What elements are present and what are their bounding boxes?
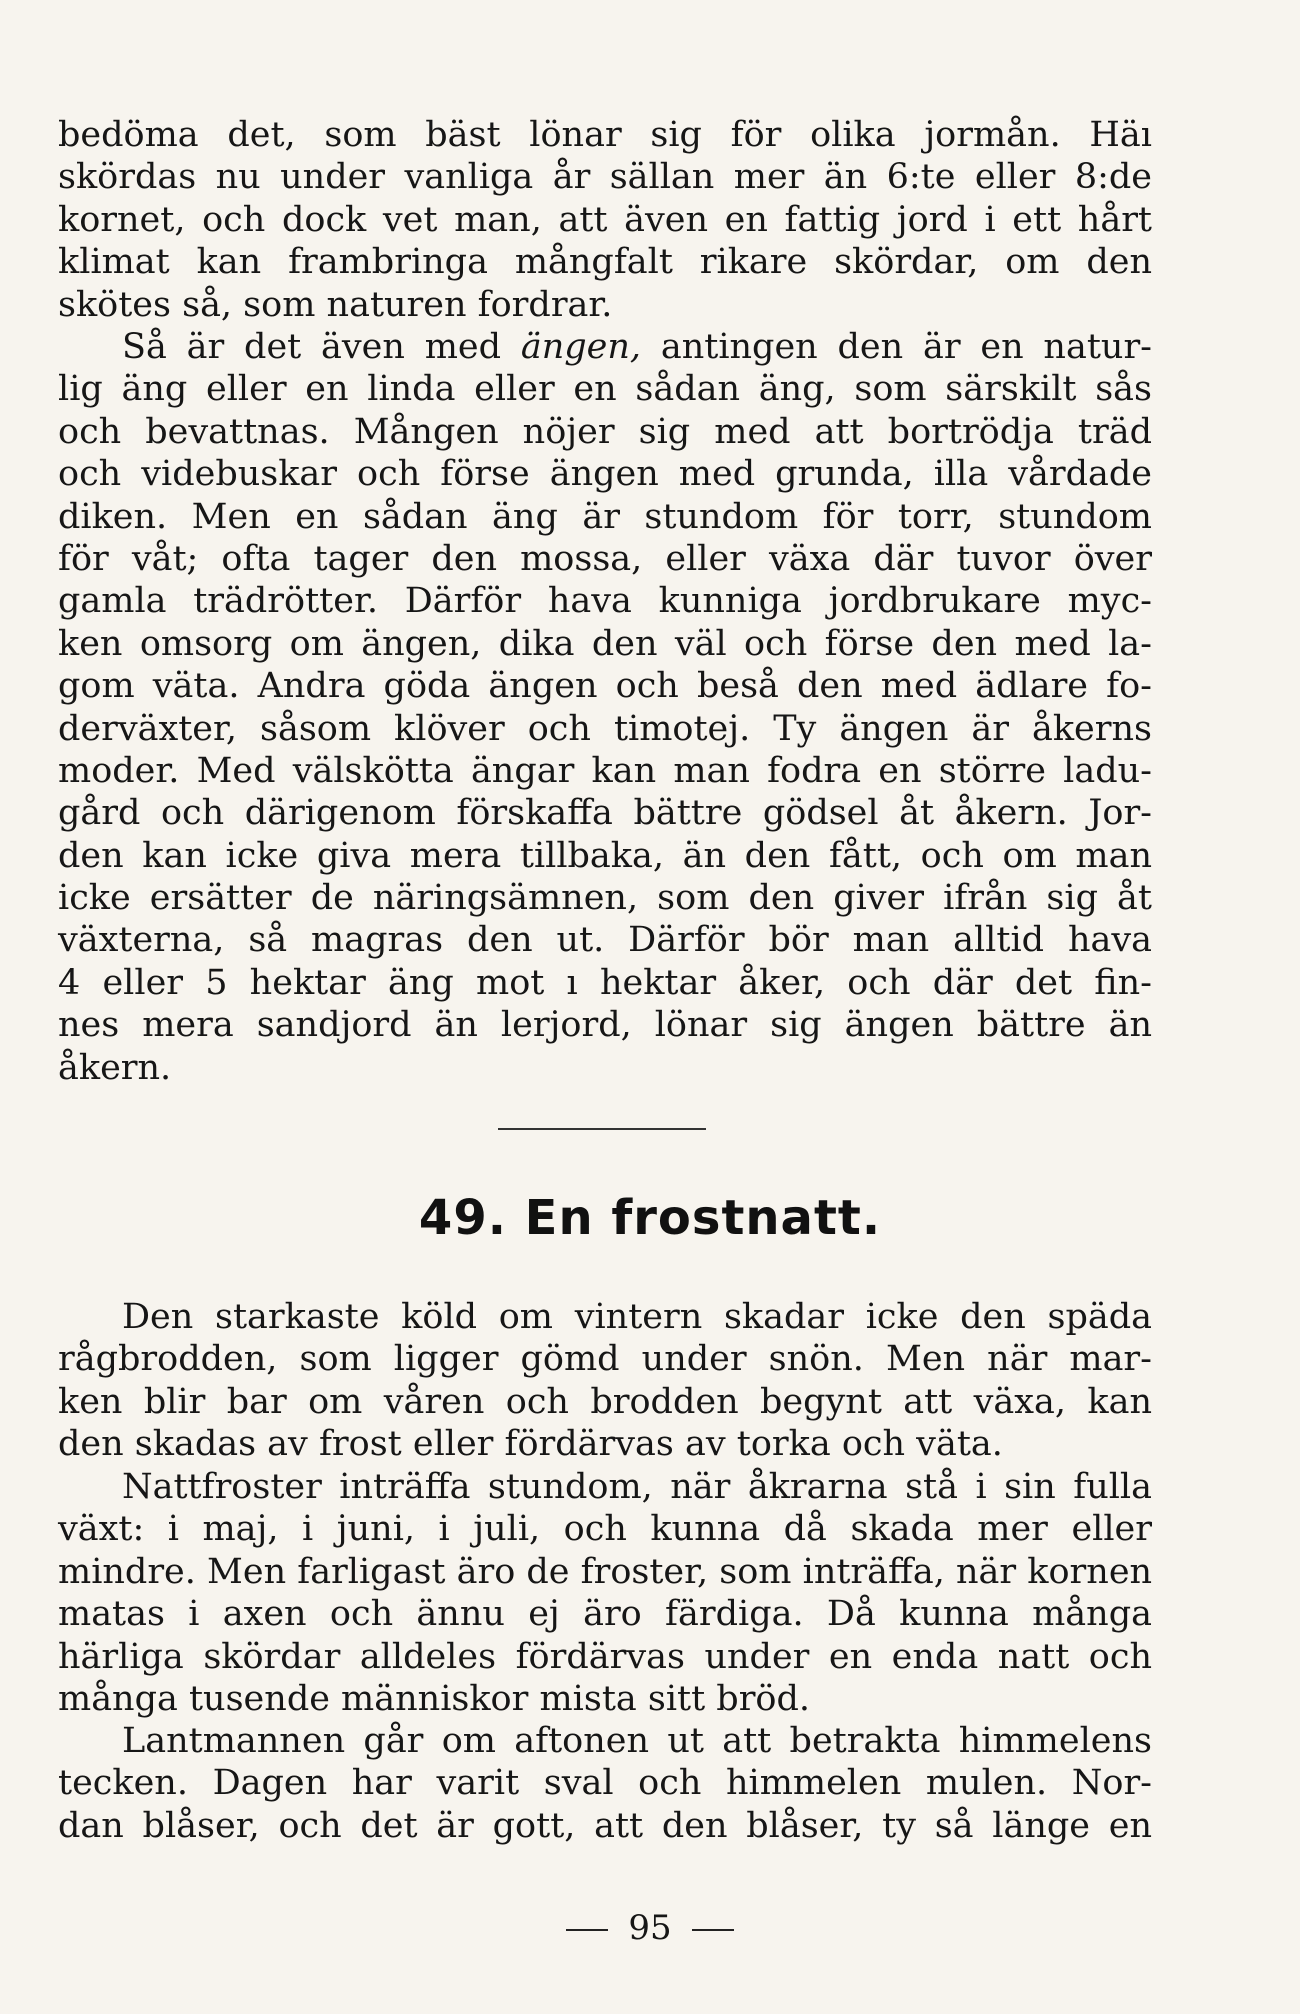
- folio-dash: [566, 1929, 608, 1931]
- paragraph-nightfrost: [58, 1466, 1152, 1720]
- text-line: lig äng eller en linda eller en sådan äng, som särskilt sås: [58, 369, 1152, 410]
- text-line: härliga skördar alldeles fördärvas under en enda natt och: [58, 1636, 1152, 1677]
- text-line: icke ersätter de näringsämnen, som den giver ifrån sig åt: [58, 878, 1152, 919]
- section-divider: [498, 1128, 706, 1130]
- text-line: och bevattnas. Mången nöjer sig med att bortrödja träd: [58, 411, 1152, 452]
- text-line: tecken. Dagen har varit sval och himmelen mulen. Nor-: [58, 1763, 1152, 1804]
- page-number-value: 95: [628, 1908, 672, 1948]
- text-line: Lantmannen går om aftonen ut att betrakta himmelens: [122, 1721, 1152, 1761]
- text-run: Så är det även med: [122, 327, 521, 367]
- page-number: [0, 1908, 1300, 1948]
- text-line: klimat kan frambringa mångfalt rikare skördar, om den: [58, 242, 1152, 283]
- paragraph-meadow: [58, 326, 1152, 1089]
- text-line: gom väta. Andra göda ängen och beså den med ädlare fo-: [58, 666, 1152, 707]
- text-line: moder. Med välskötta ängar kan man fodra en större ladu-: [58, 750, 1152, 791]
- folio-dash: [692, 1929, 734, 1931]
- text-line: den kan icke giva mera tillbaka, än den fått, och om man: [58, 835, 1152, 876]
- text-line: ken omsorg om ängen, dika den väl och förse den med la-: [58, 623, 1152, 664]
- section-heading: 49. En frostnatt.: [418, 1190, 882, 1246]
- paragraph-continuation: [58, 114, 1152, 326]
- text-line: för våt; ofta tager den mossa, eller växa där tuvor över: [58, 538, 1152, 579]
- text-line: derväxter, såsom klöver och timotej. Ty ängen är åkerns: [58, 708, 1152, 749]
- text-line: växterna, så magras den ut. Därför bör man alltid hava: [58, 920, 1152, 961]
- text-line: dan blåser, och det är gott, att den blåser, ty så länge en: [58, 1805, 1152, 1846]
- text-line: växt: i maj, i juni, i juli, och kunna då skada mer eller: [58, 1509, 1152, 1550]
- text-line: och videbuskar och förse ängen med grunda, illa vårdade: [58, 454, 1152, 495]
- paragraph-farmer: [58, 1720, 1152, 1847]
- text-line: den skadas av frost eller fördärvas av torka och väta.: [58, 1424, 1003, 1465]
- text-line: många tusende människor mista sitt bröd.: [58, 1678, 811, 1719]
- text-line: kornet, och dock vet man, att även en fattig jord i ett hårt: [58, 199, 1152, 240]
- text-line: gamla trädrötter. Därför hava kunniga jordbrukare myc-: [58, 581, 1152, 622]
- text-line: skördas nu under vanliga år sällan mer än 6:te eller 8:de: [58, 157, 1152, 198]
- text-line: åkern.: [58, 1047, 172, 1088]
- text-line: ken blir bar om våren och brodden begynt att växa, kan: [58, 1381, 1152, 1422]
- text-run: antingen den är en natur-: [641, 327, 1153, 367]
- text-line: diken. Men en sådan äng är stundom för torr, stundom: [58, 496, 1152, 537]
- text-line: gård och därigenom förskaffa bättre gödsel åt åkern. Jor-: [58, 793, 1152, 834]
- text-line: bedöma det, som bäst lönar sig för olika jormån. Häı: [58, 115, 1152, 155]
- paragraph-frost-intro: [58, 1296, 1152, 1466]
- text-line: mindre. Men farligast äro de froster, som inträffa, när kornen: [58, 1551, 1153, 1592]
- text-line: rågbrodden, som ligger gömd under snön. Men när mar-: [58, 1339, 1152, 1380]
- text-line: 4 eller 5 hektar äng mot ı hektar åker, och där det fin-: [58, 962, 1152, 1003]
- text-line: nes mera sandjord än lerjord, lönar sig ängen bättre än: [58, 1005, 1152, 1046]
- emphasized-word: ängen,: [520, 327, 642, 367]
- text-line: Den starkaste köld om vintern skadar icke den späda: [122, 1297, 1152, 1337]
- text-line: [58, 326, 1152, 368]
- text-line: matas i axen och ännu ej äro färdiga. Då kunna många: [58, 1594, 1152, 1635]
- text-line: Nattfroster inträffa stundom, när åkrarna stå i sin fulla: [122, 1467, 1152, 1507]
- text-line: skötes så, som naturen fordrar.: [58, 284, 613, 325]
